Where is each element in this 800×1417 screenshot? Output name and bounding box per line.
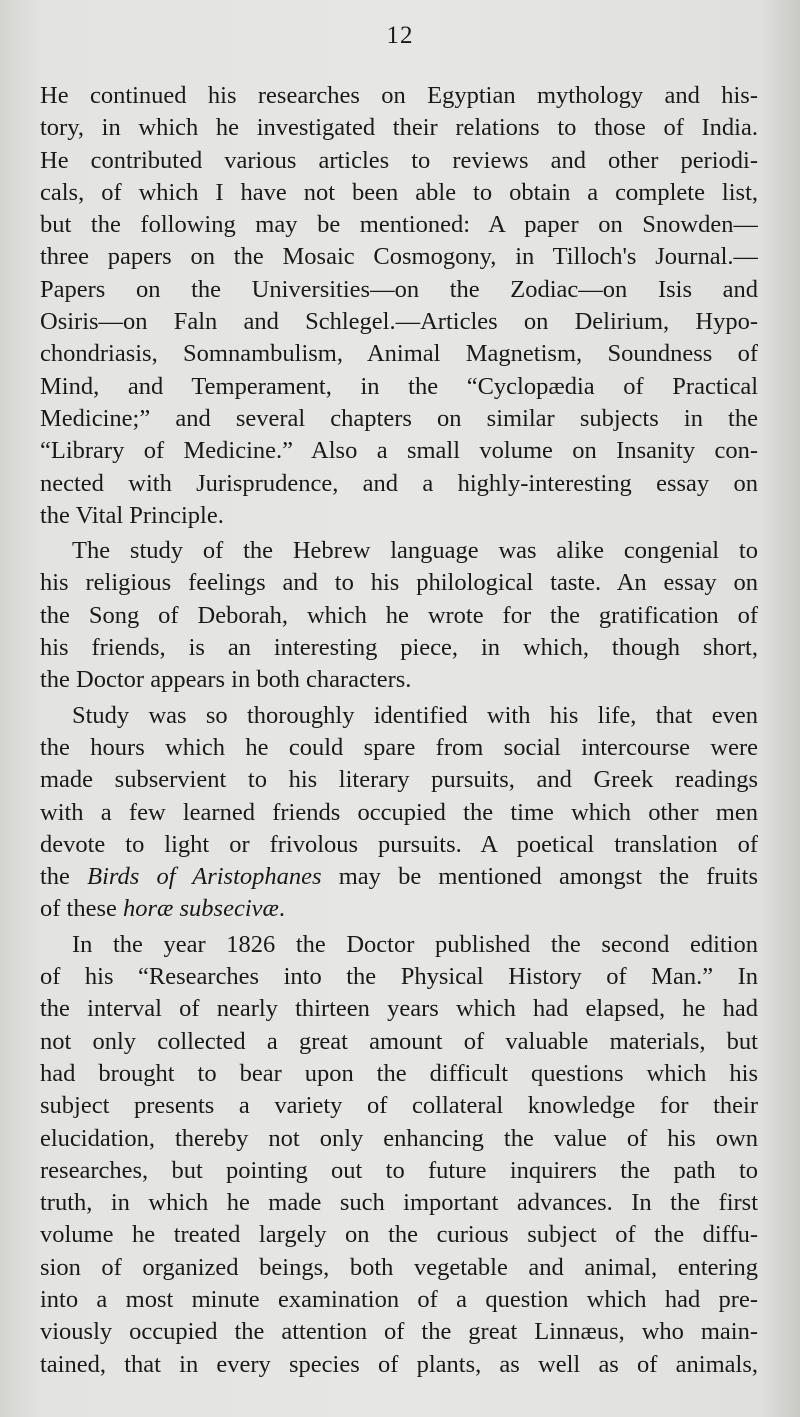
text-line: Medicine;” and several chapters on similar subjects in the (40, 404, 758, 432)
text-line: chondriasis, Somnambulism, Animal Magnetism, Soundness of (40, 340, 758, 368)
text-line-horae (40, 893, 758, 925)
text-line: tory, in which he investigated their relations to those of India. (40, 114, 758, 142)
paragraph-hebrew-study (40, 535, 758, 696)
paragraph-literary-pursuits (40, 700, 758, 926)
text-line: the hours which he could spare from social intercourse were (40, 733, 758, 761)
text-line: with a few learned friends occupied the time which other men (40, 798, 758, 826)
text-line: into a most minute examination of a question which had pre- (40, 1285, 758, 1313)
text-line: Mind, and Temperament, in the “Cyclopædia of Practical (40, 372, 758, 400)
text-line: The study of the Hebrew language was alike congenial to (72, 537, 758, 565)
text-line: but the following may be mentioned: A paper on Snowden— (40, 211, 758, 239)
text-line: He continued his researches on Egyptian mythology and his- (40, 82, 758, 109)
text-line: “Library of Medicine.” Also a small volume on Insanity con- (40, 437, 758, 465)
body-text (40, 80, 758, 1381)
text-line: sion of organized beings, both vegetable and animal, entering (40, 1253, 758, 1281)
text-line: viously occupied the attention of the great Linnæus, who main- (40, 1318, 758, 1346)
text-line: three papers on the Mosaic Cosmogony, in Tilloch's Journal.— (40, 243, 758, 271)
text-line: had brought to bear upon the difficult questions which his (40, 1059, 758, 1087)
text-line: researches, but pointing out to future inquirers the path to (40, 1156, 758, 1184)
text-line: the Doctor appears in both characters. (40, 666, 412, 694)
page-number: 12 (386, 22, 414, 49)
text-line: subject presents a variety of collateral knowledge for their (40, 1092, 758, 1120)
text-line: In the year 1826 the Doctor published the second edition (72, 930, 758, 958)
text-line: elucidation, thereby not only enhancing the value of his own (40, 1124, 758, 1152)
text-line: truth, in which he made such important advances. In the first (40, 1189, 758, 1217)
text-line: tained, that in every species of plants, as well as of animals, (40, 1350, 758, 1378)
text-line: volume he treated largely on the curious subject of the diffu- (40, 1221, 758, 1249)
text-line: He contributed various articles to reviews and other periodi- (40, 146, 758, 174)
text-line: his religious feelings and to his philological taste. An essay on (40, 569, 758, 597)
text-run: the (40, 863, 88, 891)
text-run: . (278, 895, 285, 923)
text-line: cals, of which I have not been able to obtain a complete list, (40, 178, 758, 206)
text-run: may be mentioned amongst the fruits (321, 863, 758, 891)
italic-title: Birds of Aristophanes (87, 863, 322, 891)
italic-phrase: horæ subsecivæ (123, 895, 279, 923)
text-line: devote to light or frivolous pursuits. A poetical translation of (40, 830, 758, 858)
text-line: of his “Researches into the Physical History of Man.” In (40, 963, 758, 991)
paragraph-second-edition (40, 929, 758, 1381)
text-line: nected with Jurisprudence, and a highly-interesting essay on (40, 469, 758, 497)
text-line: made subservient to his literary pursuits, and Greek readings (40, 766, 758, 794)
text-line: Papers on the Universities—on the Zodiac—on Isis and (40, 275, 758, 303)
text-line: the Vital Principle. (40, 501, 224, 529)
paragraph-egyptian-mythology (40, 80, 758, 532)
text-line: not only collected a great amount of valuable materials, but (40, 1027, 758, 1055)
text-line: Study was so thoroughly identified with his life, that even (72, 701, 758, 729)
text-line: Osiris—on Faln and Schlegel.—Articles on Delirium, Hypo- (40, 308, 758, 336)
text-line: his friends, is an interesting piece, in which, though short, (40, 634, 758, 662)
text-run: of these (40, 895, 123, 923)
text-line: the Song of Deborah, which he wrote for the gratification of (40, 601, 758, 629)
text-line-birds (40, 861, 758, 893)
text-line: the interval of nearly thirteen years which had elapsed, he had (40, 995, 758, 1023)
